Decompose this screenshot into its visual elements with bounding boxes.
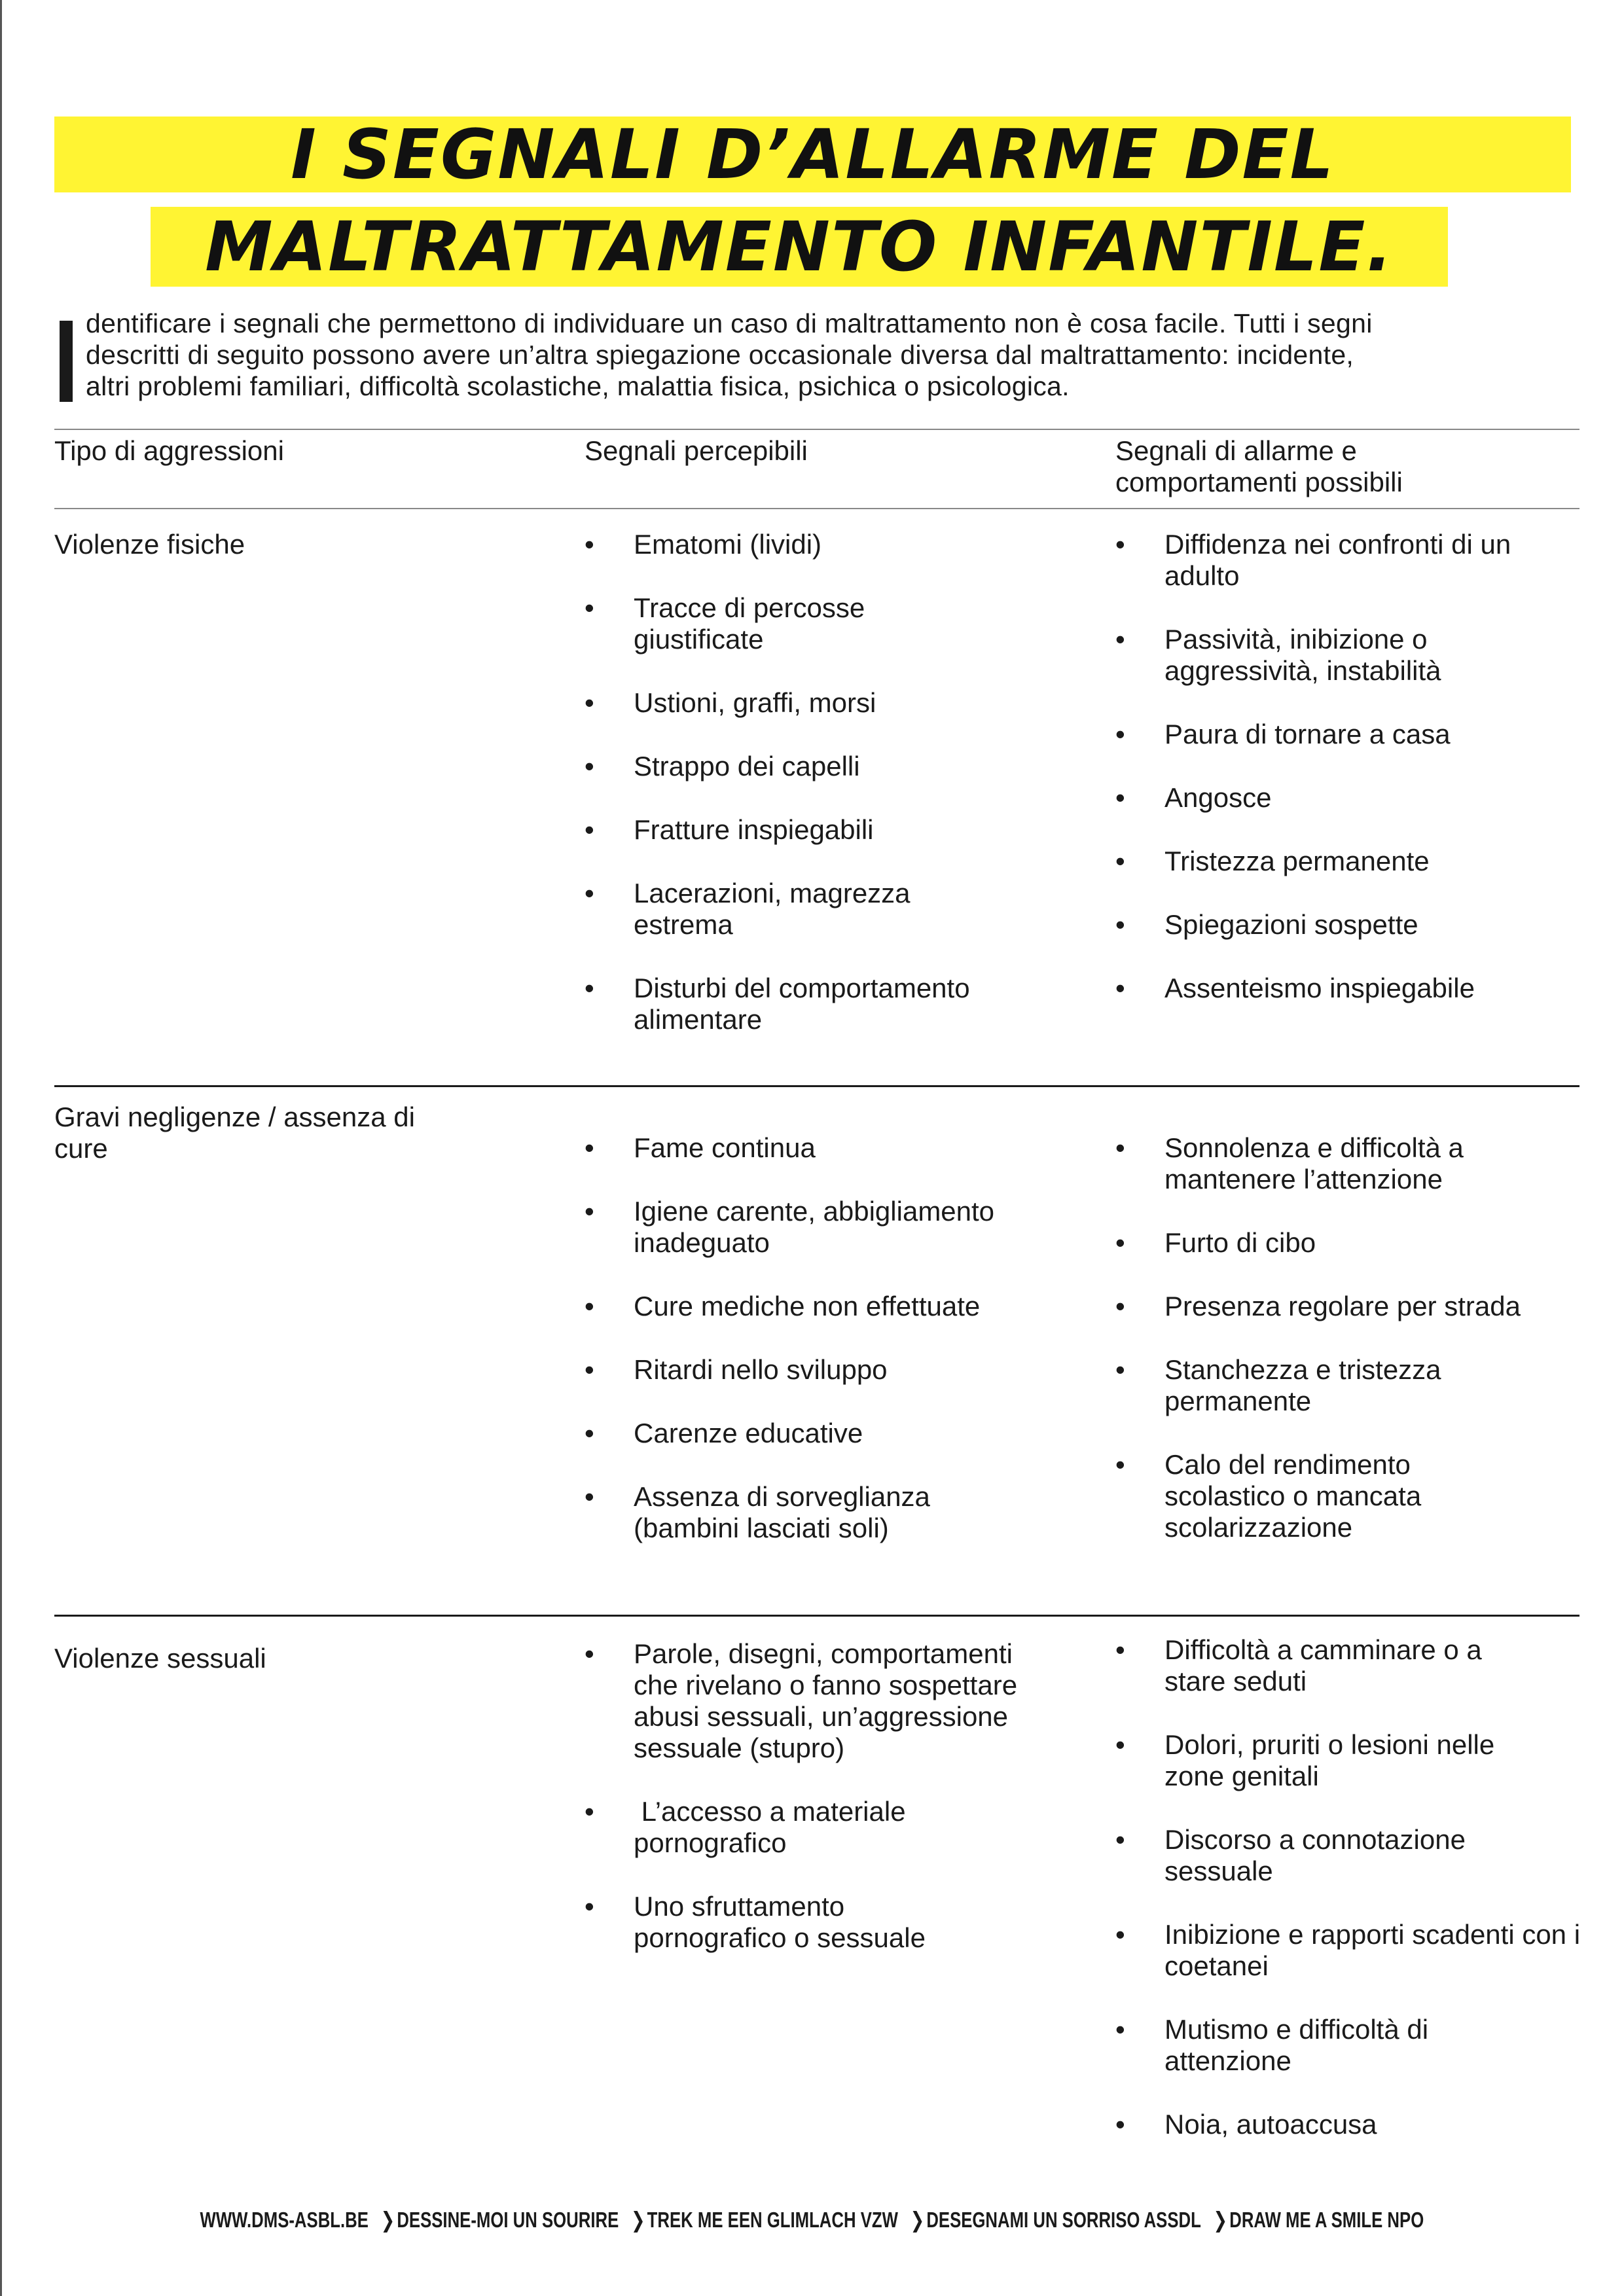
row-3-signals-list — [585, 1638, 1069, 1954]
row-3-behaviors-list — [1115, 1634, 1581, 2140]
list-item: • Difficoltà a camminare o a stare seduti — [1115, 1634, 1531, 1697]
intro-line-3: altri problemi familiari, difficoltà scolastiche, malattia fisica, psichica o psicologica. — [86, 371, 1070, 401]
header-signals-text: Segnali percepibili — [585, 435, 808, 466]
list-item: • Strappo dei capelli — [585, 751, 1069, 782]
title-line-2 — [151, 207, 1448, 287]
list-item: • Ritardi nello sviluppo — [585, 1354, 1069, 1386]
chevron-right-icon: ❯ — [1213, 2207, 1228, 2233]
row-1-bottom-rule — [54, 1085, 1579, 1087]
list-item: • Furto di cibo — [1115, 1227, 1574, 1259]
row-2-bottom-rule — [54, 1615, 1579, 1617]
drop-cap-letter-i — [60, 321, 73, 402]
list-item: • Mutismo e difficoltà di attenzione — [1115, 2014, 1518, 2077]
list-item: • Ustioni, graffi, morsi — [585, 687, 1069, 719]
row-2-signals-list — [585, 1132, 1069, 1544]
list-item: • Tracce di percosse giustificate — [585, 592, 948, 655]
list-item: • Angosce — [1115, 782, 1574, 814]
list-item: • Lacerazioni, magrezza estrema — [585, 878, 1000, 941]
row-2-type-line-1: Gravi negligenze / assenza di — [54, 1102, 415, 1132]
list-item: • Spiegazioni sospette — [1115, 909, 1574, 941]
table-top-rule — [54, 429, 1579, 430]
list-item: • Fame continua — [585, 1132, 1069, 1164]
list-item: • Dolori, pruriti o lesioni nelle zone genitali — [1115, 1729, 1557, 1792]
list-item: • Igiene carente, abbigliamento inadeguato — [585, 1196, 1053, 1259]
page-edge-line — [0, 0, 2, 2296]
footer-website[interactable]: WWW.DMS-ASBL.BE — [200, 2208, 369, 2232]
header-type-text: Tipo di aggressioni — [54, 435, 284, 466]
row-2-behaviors-list — [1115, 1132, 1574, 1543]
intro-line-1: dentificare i segnali che permettono di individuare un caso di maltrattamento non è cosa facile. Tutti i segni — [86, 308, 1373, 338]
list-item: • Assenteismo inspiegabile — [1115, 973, 1574, 1004]
title-line-1-text: I SEGNALI D’ALLARME DEL — [291, 115, 1335, 194]
list-item: • Discorso a connotazione sessuale — [1115, 1824, 1492, 1887]
list-item: • Ematomi (lividi) — [585, 529, 1069, 560]
header-behaviors-line-2: comportamenti possibili — [1115, 467, 1403, 497]
list-item: • Uno sfruttamento pornografico o sessuale — [585, 1891, 1000, 1954]
header-type — [54, 435, 513, 467]
header-signals — [585, 435, 1069, 467]
list-item: • Fratture inspiegabili — [585, 814, 1069, 846]
row-3-type — [54, 1643, 513, 1674]
row-1-type-text: Violenze fisiche — [54, 529, 245, 560]
list-item: • Assenza di sorveglianza (bambini lasciati soli) — [585, 1481, 1000, 1544]
title-line-1 — [54, 117, 1571, 192]
table-header-rule — [54, 508, 1579, 509]
footer-org-it: DESEGNAMI UN SORRISO ASSDL — [926, 2208, 1201, 2232]
row-3-type-text: Violenze sessuali — [54, 1643, 266, 1674]
footer-links — [179, 2207, 1445, 2233]
footer-org-en: DRAW ME A SMILE NPO — [1229, 2208, 1424, 2232]
header-behaviors — [1115, 435, 1574, 498]
list-item: • Carenze educative — [585, 1418, 1069, 1449]
list-item: • Disturbi del comportamento alimentare — [585, 973, 1039, 1035]
chevron-right-icon: ❯ — [630, 2207, 645, 2233]
list-item: • Cure mediche non effettuate — [585, 1291, 1069, 1322]
list-item: • Diffidenza nei confronti di un adulto — [1115, 529, 1574, 592]
footer-org-nl: TREK ME EEN GLIMLACH VZW — [647, 2208, 898, 2232]
list-item: • Noia, autoaccusa — [1115, 2109, 1574, 2140]
intro-text — [86, 308, 1578, 402]
title-line-2-text: MALTRATTAMENTO INFANTILE. — [205, 207, 1394, 287]
list-item: • Inibizione e rapporti scadenti con i coetanei — [1115, 1919, 1583, 1982]
chevron-right-icon: ❯ — [910, 2207, 925, 2233]
row-1-behaviors-list — [1115, 529, 1574, 1004]
list-item: • L’accesso a materiale pornografico — [585, 1796, 1000, 1859]
row-2-type — [54, 1102, 513, 1164]
list-item: • Calo del rendimento scolastico o mancata scolarizzazione — [1115, 1449, 1472, 1543]
row-1-type — [54, 529, 513, 560]
list-item: • Presenza regolare per strada — [1115, 1291, 1574, 1322]
list-item: • Paura di tornare a casa — [1115, 719, 1574, 750]
intro-line-2: descritti di seguito possono avere un’altra spiegazione occasionale diversa dal maltrattamento: incidente, — [86, 340, 1354, 370]
list-item: • Passività, inibizione o aggressività, instabilità — [1115, 624, 1511, 687]
list-item: • Tristezza permanente — [1115, 846, 1574, 877]
row-2-type-line-2: cure — [54, 1133, 108, 1164]
list-item: • Stanchezza e tristezza permanente — [1115, 1354, 1505, 1417]
intro-paragraph — [54, 308, 1579, 412]
list-item: • Parole, disegni, comportamenti che rivelano o fanno sospettare abusi sessuali, un’aggressione sessuale (stupro) — [585, 1638, 1039, 1764]
list-item: • Sonnolenza e difficoltà a mantenere l’attenzione — [1115, 1132, 1531, 1195]
row-1-signals-list — [585, 529, 1069, 1035]
header-behaviors-line-1: Segnali di allarme e — [1115, 435, 1357, 466]
chevron-right-icon: ❯ — [380, 2207, 395, 2233]
footer-org-fr: DESSINE-MOI UN SOURIRE — [397, 2208, 619, 2232]
